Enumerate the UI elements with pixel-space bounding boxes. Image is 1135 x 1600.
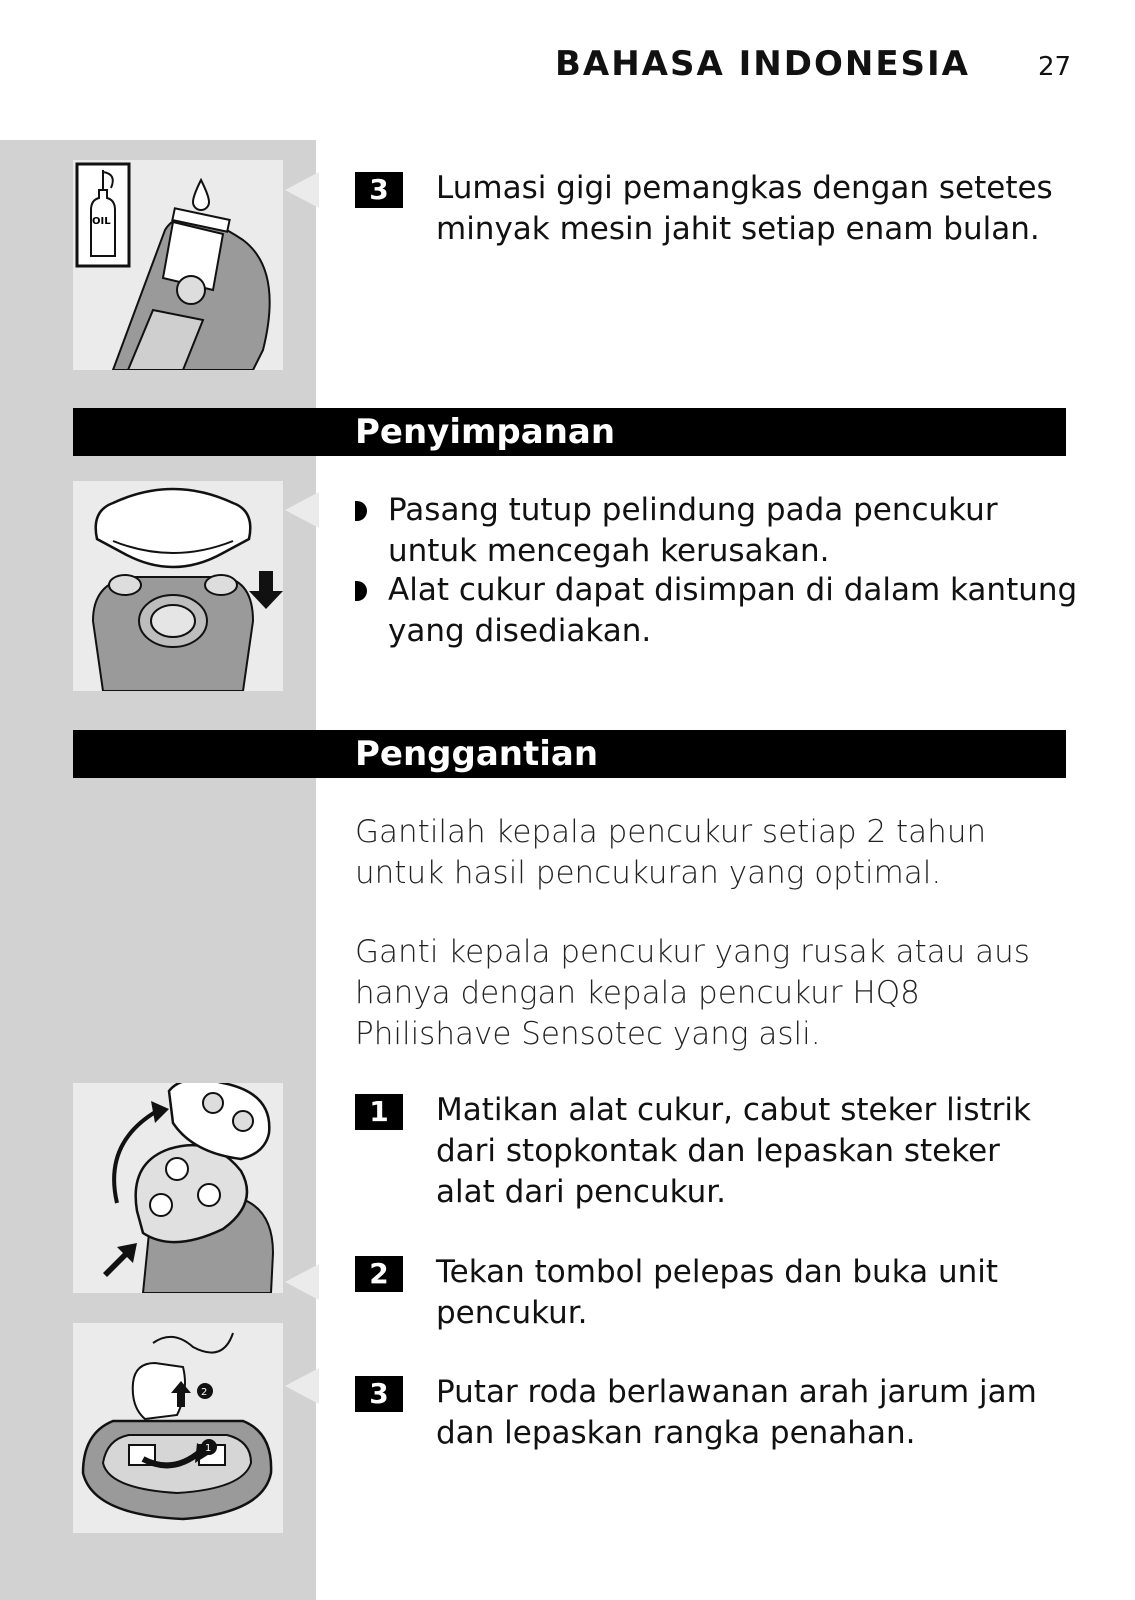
replacement-step-3-text: Putar roda berlawanan arah jarum jam dan lepaskan rangka penahan. (436, 1374, 1037, 1451)
section-title-storage: Penyimpanan (355, 412, 616, 452)
panel-pointer (285, 172, 319, 208)
step-number: 1 (355, 1094, 403, 1130)
oiling-illustration (73, 160, 283, 370)
panel-pointer (285, 1368, 319, 1404)
retaining-frame-illustration (73, 1323, 283, 1533)
replacement-paragraph-1: Gantilah kepala pencukur setiap 2 tahun untuk hasil pencukuran yang optimal. (355, 814, 987, 891)
protection-cap-illustration (73, 481, 283, 691)
step-number: 3 (355, 1376, 403, 1412)
storage-bullet-2: Alat cukur dapat disimpan di dalam kantung yang disediakan. (388, 572, 1078, 649)
oil-label: OIL (92, 216, 111, 227)
oiling-step-text: Lumasi gigi pemangkas dengan setetes minyak mesin jahit setiap enam bulan. (436, 170, 1053, 247)
replacement-step-2-text: Tekan tombol pelepas dan buka unit pencukur. (436, 1254, 999, 1331)
step-number: 2 (355, 1256, 403, 1292)
replacement-step-1-text: Matikan alat cukur, cabut steker listrik dari stopkontak dan lepaskan steker alat dari pencukur. (436, 1092, 1031, 1210)
panel-pointer (285, 1264, 319, 1300)
open-shaving-unit-illustration (73, 1083, 283, 1293)
header-language: BAHASA INDONESIA (555, 44, 970, 84)
bullet-marker (355, 581, 367, 601)
marker-1: 1 (205, 1443, 212, 1454)
storage-bullet-1: Pasang tutup pelindung pada pencukur untuk mencegah kerusakan. (388, 492, 998, 569)
replacement-paragraph-2: Ganti kepala pencukur yang rusak atau aus hanya dengan kepala pencukur HQ8 Philishave Sensotec yang asli. (355, 934, 1030, 1052)
step-number: 3 (355, 172, 403, 208)
panel-pointer (285, 492, 319, 528)
section-title-replacement: Penggantian (355, 734, 599, 774)
marker-2: 2 (201, 1387, 208, 1398)
bullet-marker (355, 501, 367, 521)
page-number: 27 (1038, 52, 1072, 82)
